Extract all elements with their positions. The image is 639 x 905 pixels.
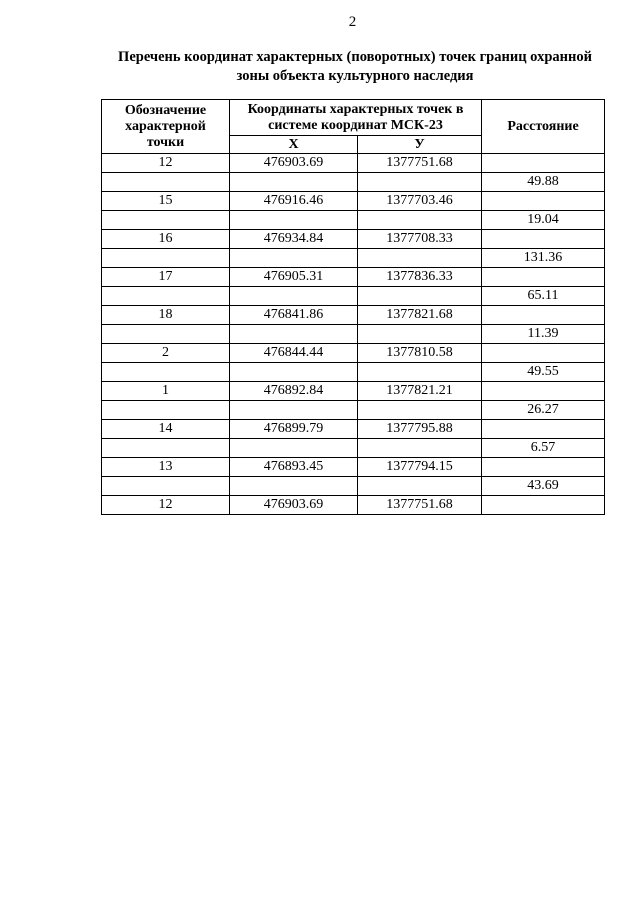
table-row <box>102 211 605 230</box>
table-row <box>102 382 605 401</box>
y-header: У <box>358 136 482 154</box>
header-row-1 <box>102 100 605 136</box>
point-name-header <box>102 100 230 154</box>
point-cell: 12 <box>102 154 230 173</box>
title-line-2: зоны объекта культурного наследия <box>236 68 474 84</box>
table-row <box>102 154 605 173</box>
y-cell: 1377795.88 <box>358 420 482 439</box>
point-cell: 15 <box>102 192 230 211</box>
point-cell: 16 <box>102 230 230 249</box>
table-row <box>102 192 605 211</box>
distance-cell: 6.57 <box>482 439 605 458</box>
y-cell <box>358 439 482 458</box>
x-header: Х <box>230 136 358 154</box>
table-row <box>102 344 605 363</box>
point-cell <box>102 173 230 192</box>
y-cell: 1377794.15 <box>358 458 482 477</box>
x-cell <box>230 173 358 192</box>
distance-cell <box>482 496 605 515</box>
x-cell <box>230 401 358 420</box>
distance-cell <box>482 230 605 249</box>
y-cell: 1377751.68 <box>358 496 482 515</box>
x-cell: 476916.46 <box>230 192 358 211</box>
y-cell: 1377810.58 <box>358 344 482 363</box>
coordinates-header-line-2: системе координат МСК-23 <box>268 117 443 133</box>
table-row <box>102 287 605 306</box>
point-name-header-line-1: Обозначение <box>124 102 207 118</box>
y-cell <box>358 363 482 382</box>
table-row <box>102 363 605 382</box>
x-cell <box>230 477 358 496</box>
point-cell <box>102 363 230 382</box>
x-cell: 476905.31 <box>230 268 358 287</box>
distance-cell <box>482 192 605 211</box>
y-cell: 1377836.33 <box>358 268 482 287</box>
table-row <box>102 268 605 287</box>
table-row <box>102 439 605 458</box>
point-cell <box>102 287 230 306</box>
y-cell <box>358 401 482 420</box>
distance-cell <box>482 458 605 477</box>
point-cell: 1 <box>102 382 230 401</box>
distance-cell: 11.39 <box>482 325 605 344</box>
y-cell <box>358 477 482 496</box>
x-cell <box>230 249 358 268</box>
x-cell: 476903.69 <box>230 496 358 515</box>
y-cell <box>358 211 482 230</box>
x-cell <box>230 363 358 382</box>
point-cell: 17 <box>102 268 230 287</box>
document-title <box>100 48 610 86</box>
y-cell: 1377703.46 <box>358 192 482 211</box>
coordinates-header-line-1: Координаты характерных точек в <box>247 101 464 117</box>
coordinates-table <box>101 99 605 515</box>
distance-header: Расстояние <box>482 100 605 154</box>
x-cell <box>230 325 358 344</box>
distance-cell: 26.27 <box>482 401 605 420</box>
table-row <box>102 420 605 439</box>
distance-cell <box>482 344 605 363</box>
y-cell <box>358 173 482 192</box>
y-cell <box>358 249 482 268</box>
title-line-1: Перечень координат характерных (поворотных) точек границ охранной <box>118 49 592 65</box>
y-cell: 1377821.21 <box>358 382 482 401</box>
point-cell: 14 <box>102 420 230 439</box>
point-name-header-line-3: точки <box>146 134 185 150</box>
x-cell <box>230 287 358 306</box>
table-row <box>102 496 605 515</box>
distance-cell: 65.11 <box>482 287 605 306</box>
point-name-header-line-2: характерной <box>125 118 206 134</box>
y-cell: 1377821.68 <box>358 306 482 325</box>
table-row <box>102 477 605 496</box>
x-cell: 476899.79 <box>230 420 358 439</box>
table-row <box>102 325 605 344</box>
table-row <box>102 401 605 420</box>
page-number: 2 <box>348 14 357 30</box>
table-row <box>102 306 605 325</box>
point-cell <box>102 249 230 268</box>
x-cell: 476934.84 <box>230 230 358 249</box>
point-cell <box>102 439 230 458</box>
point-cell <box>102 477 230 496</box>
distance-cell: 49.55 <box>482 363 605 382</box>
point-cell <box>102 211 230 230</box>
distance-cell <box>482 154 605 173</box>
x-cell: 476903.69 <box>230 154 358 173</box>
distance-cell: 49.88 <box>482 173 605 192</box>
point-cell <box>102 325 230 344</box>
distance-cell <box>482 420 605 439</box>
point-cell: 2 <box>102 344 230 363</box>
x-cell: 476892.84 <box>230 382 358 401</box>
x-cell: 476841.86 <box>230 306 358 325</box>
x-cell <box>230 211 358 230</box>
y-cell <box>358 287 482 306</box>
table-row <box>102 230 605 249</box>
coordinates-header <box>230 100 482 136</box>
table-row <box>102 458 605 477</box>
y-cell: 1377751.68 <box>358 154 482 173</box>
y-cell: 1377708.33 <box>358 230 482 249</box>
x-cell: 476844.44 <box>230 344 358 363</box>
table-row <box>102 249 605 268</box>
point-cell <box>102 401 230 420</box>
table-body <box>102 154 605 515</box>
distance-cell <box>482 306 605 325</box>
point-cell: 13 <box>102 458 230 477</box>
distance-cell: 19.04 <box>482 211 605 230</box>
x-cell <box>230 439 358 458</box>
x-cell: 476893.45 <box>230 458 358 477</box>
distance-cell <box>482 382 605 401</box>
y-cell <box>358 325 482 344</box>
point-cell: 12 <box>102 496 230 515</box>
distance-cell: 131.36 <box>482 249 605 268</box>
point-cell: 18 <box>102 306 230 325</box>
table-row <box>102 173 605 192</box>
distance-cell: 43.69 <box>482 477 605 496</box>
distance-cell <box>482 268 605 287</box>
